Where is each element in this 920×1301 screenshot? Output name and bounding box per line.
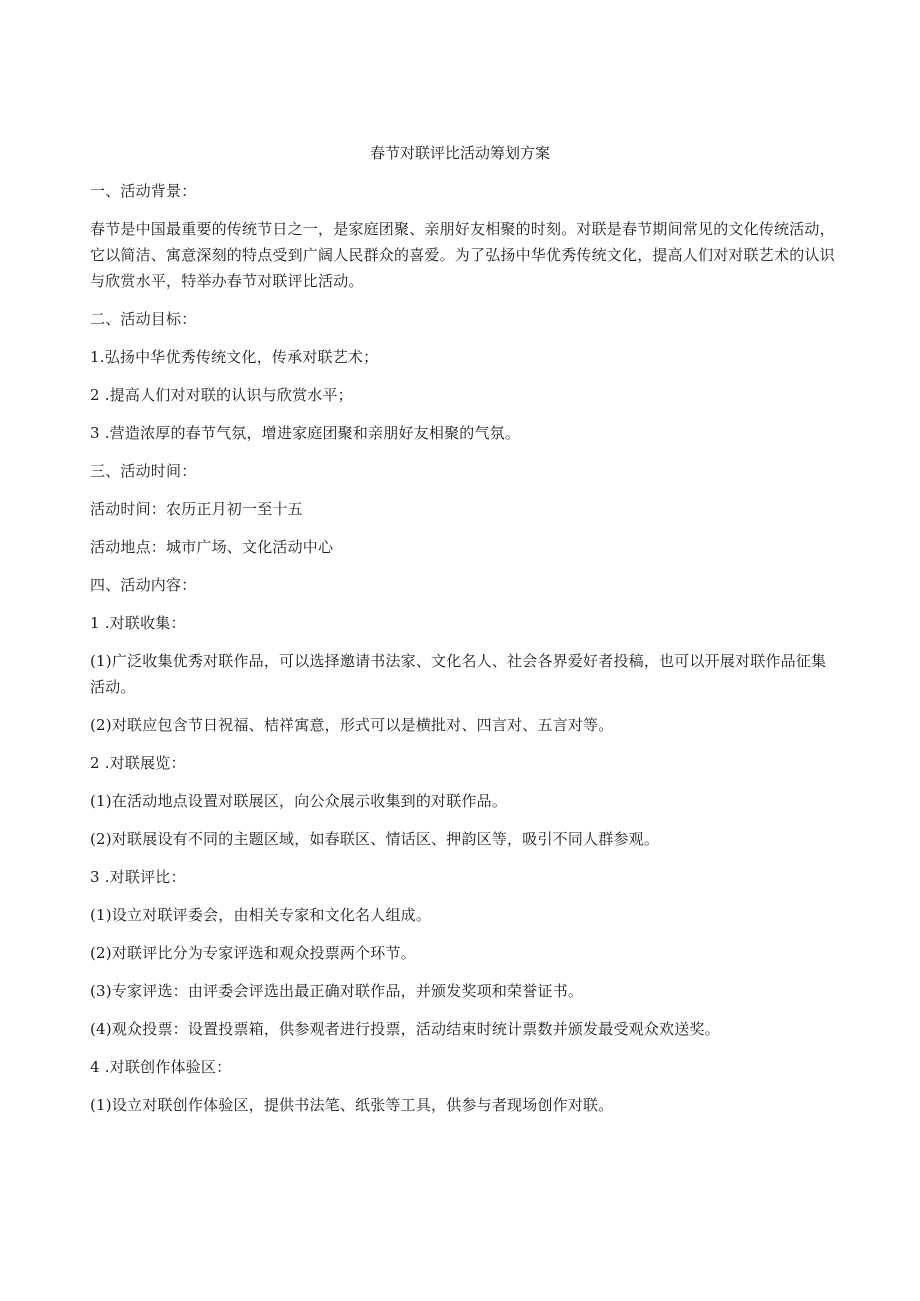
judging-item-2: (2)对联评比分为专家评选和观众投票两个环节。 bbox=[90, 944, 416, 962]
subsection-collection: 1 .对联收集： bbox=[90, 614, 186, 632]
collection-item-2: (2)对联应包含节日祝福、桔祥寓意，形式可以是横批对、四言对、五言对等。 bbox=[90, 716, 614, 734]
creation-zone-item-1: (1)设立对联创作体验区，提供书法笔、纸张等工具，供参与者现场创作对联。 bbox=[90, 1096, 614, 1114]
judging-item-4: (4)观众投票：设置投票箱，供参观者进行投票，活动结束时统计票数并颁发最受观众欢送奖。 bbox=[90, 1020, 720, 1038]
subsection-creation-zone: 4 .对联创作体验区： bbox=[90, 1058, 232, 1076]
subsection-judging: 3 .对联评比： bbox=[90, 868, 186, 886]
event-time: 活动时间：农历正月初一至十五 bbox=[90, 500, 303, 518]
goal-item-3: 3 .营造浓厚的春节气氛，增进家庭团聚和亲朋好友相聚的气氛。 bbox=[90, 424, 521, 442]
subsection-exhibition: 2 .对联展览： bbox=[90, 754, 186, 772]
section-heading-content: 四、活动内容： bbox=[90, 576, 197, 594]
background-paragraph: 春节是中国最重要的传统节日之一，是家庭团聚、亲朋好友相聚的时刻。对联是春节期间常见的文化传统活动，它以简洁、寓意深刻的特点受到广阔人民群众的喜爱。为了弘扬中华优秀传统文化，提高人们对对联艺术的认识与欣赏水平，特举办春节对联评比活动。 bbox=[90, 220, 835, 290]
event-location: 活动地点：城市广场、文化活动中心 bbox=[90, 538, 334, 556]
goal-item-1: 1.弘扬中华优秀传统文化，传承对联艺术； bbox=[90, 348, 379, 366]
document-body bbox=[90, 178, 835, 1130]
section-heading-background: 一、活动背景： bbox=[90, 182, 197, 200]
exhibition-item-1: (1)在活动地点设置对联展区，向公众展示收集到的对联作品。 bbox=[90, 792, 508, 810]
section-heading-goals: 二、活动目标： bbox=[90, 310, 197, 328]
goal-item-2: 2 .提高人们对对联的认识与欣赏水平； bbox=[90, 386, 353, 404]
section-heading-time: 三、活动时间： bbox=[90, 462, 197, 480]
exhibition-item-2: (2)对联展设有不同的主题区域，如春联区、情话区、押韵区等，吸引不同人群参观。 bbox=[90, 830, 660, 848]
collection-item-1: (1)广泛收集优秀对联作品，可以选择邀请书法家、文化名人、社会各界爱好者投稿，也可以开展对联作品征集活动。 bbox=[90, 652, 827, 696]
judging-item-1: (1)设立对联评委会，由相关专家和文化名人组成。 bbox=[90, 906, 432, 924]
document-title: 春节对联评比活动筹划方案 bbox=[369, 144, 550, 162]
judging-item-3: (3)专家评选：由评委会评选出最正确对联作品，并颁发奖项和荣誉证书。 bbox=[90, 982, 584, 1000]
